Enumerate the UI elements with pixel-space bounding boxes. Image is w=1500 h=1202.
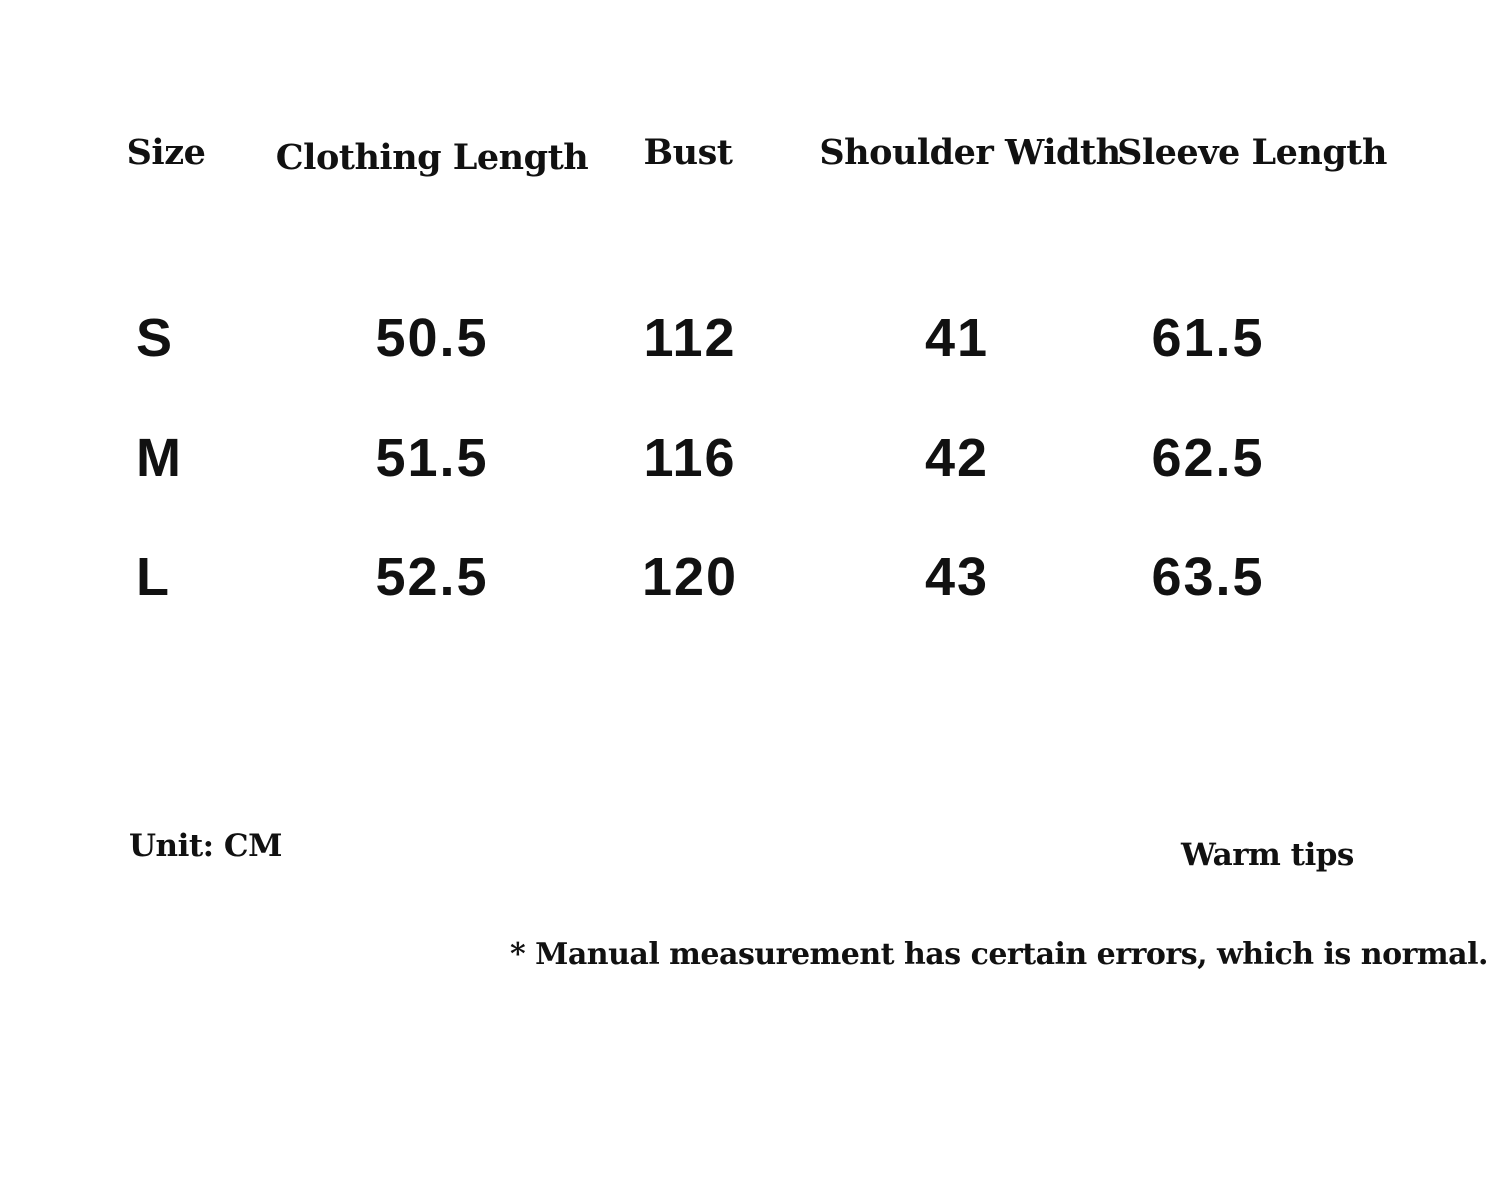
bust-cell: 116 bbox=[643, 428, 737, 488]
sleeve-length-cell: 63.5 bbox=[1151, 547, 1265, 607]
warm-tips-heading: Warm tips bbox=[1181, 837, 1354, 873]
sleeve-length-cell: 61.5 bbox=[1151, 308, 1265, 368]
table-row bbox=[0, 308, 1500, 368]
clothing-length-cell: 51.5 bbox=[375, 428, 489, 488]
header-bust: Bust bbox=[643, 132, 733, 173]
measurement-note: * Manual measurement has certain errors, which is normal. bbox=[510, 937, 1488, 972]
bust-cell: 120 bbox=[641, 547, 739, 607]
sleeve-length-cell: 62.5 bbox=[1151, 428, 1265, 488]
size-cell: S bbox=[136, 308, 175, 368]
table-row bbox=[0, 547, 1500, 607]
shoulder-width-cell: 43 bbox=[924, 547, 990, 607]
clothing-length-cell: 52.5 bbox=[375, 547, 489, 607]
header-size: Size bbox=[126, 132, 206, 173]
unit-label: Unit: CM bbox=[129, 828, 282, 864]
shoulder-width-cell: 41 bbox=[924, 308, 990, 368]
bust-cell: 112 bbox=[643, 308, 737, 368]
shoulder-width-cell: 42 bbox=[924, 428, 990, 488]
header-shoulder-width: Shoulder Width bbox=[819, 132, 1121, 173]
header-sleeve-length: Sleeve Length bbox=[1117, 132, 1387, 173]
size-cell: L bbox=[136, 547, 171, 607]
clothing-length-cell: 50.5 bbox=[375, 308, 489, 368]
size-cell: M bbox=[136, 428, 183, 488]
header-clothing-length: Clothing Length bbox=[275, 137, 589, 178]
table-row bbox=[0, 428, 1500, 488]
